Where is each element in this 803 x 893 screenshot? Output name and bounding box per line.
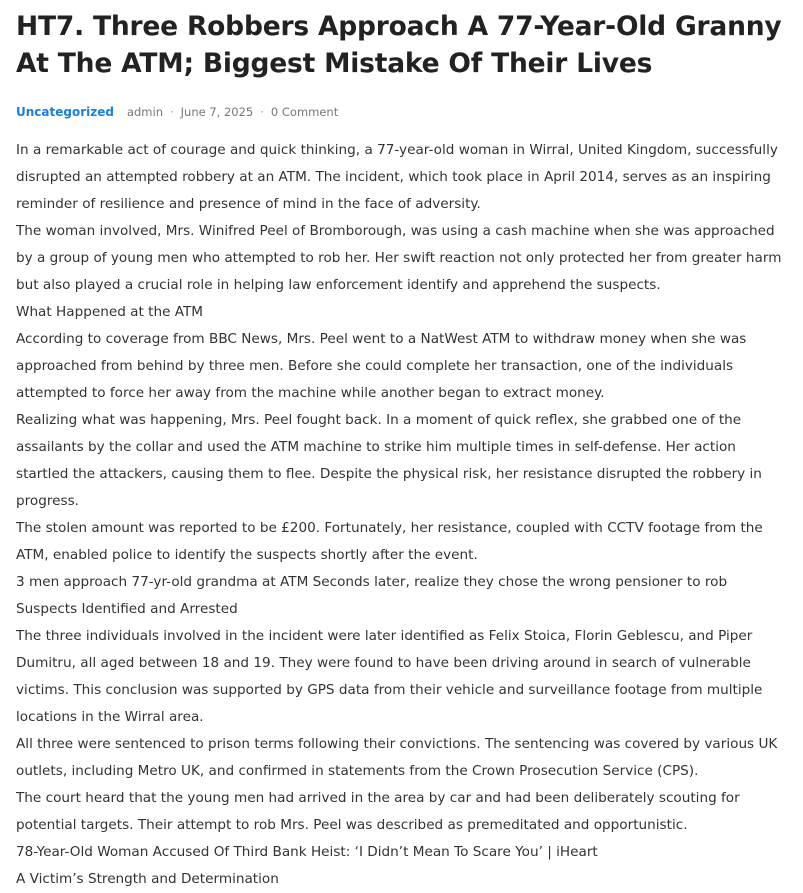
meta-separator: · (260, 105, 264, 119)
section-heading: Suspects Identified and Arrested (16, 601, 238, 617)
paragraph: Realizing what was happening, Mrs. Peel fought back. In a moment of quick reflex, she grabbed one of the assailants by the collar and used the ATM machine to strike him multiple times in self-defense. Her action startled the attackers, causing them to flee. Despite the physical risk, her resistance disrupted the robbery in progress. (16, 412, 762, 509)
post-date[interactable]: June 7, 2025 (180, 105, 254, 119)
paragraph: According to coverage from BBC News, Mrs. Peel went to a NatWest ATM to withdraw money when she was approached from behind by three men. Before she could complete her transaction, one of the individuals attempted to force her away from the machine while another began to extract money. (16, 331, 747, 401)
article-meta (16, 103, 787, 121)
paragraph: The stolen amount was reported to be £200. Fortunately, her resistance, coupled with CCTV footage from the ATM, enabled police to identify the suspects shortly after the event. (16, 520, 763, 563)
paragraph: The woman involved, Mrs. Winifred Peel of Bromborough, was using a cash machine when she was approached by a group of young men who attempted to rob her. Her swift reaction not only protected her from greater harm but also played a crucial role in helping law enforcement identify and apprehend the suspects. (16, 223, 782, 293)
paragraph: The three individuals involved in the incident were later identified as Felix Stoica, Florin Geblescu, and Piper Dumitru, all aged between 18 and 19. They were found to have been driving around in search of vulnerable victims. This conclusion was supported by GPS data from their vehicle and surveillance footage from multiple locations in the Wirral area. (16, 628, 763, 725)
section-heading: A Victim’s Strength and Determination (16, 871, 279, 887)
article-title: HT7. Three Robbers Approach A 77-Year-Old Granny At The ATM; Biggest Mistake Of Their Lives (16, 11, 782, 79)
related-link[interactable]: 78-Year-Old Woman Accused Of Third Bank Heist: ‘I Didn’t Mean To Scare You’ | iHeart (16, 844, 598, 860)
paragraph: The court heard that the young men had arrived in the area by car and had been deliberately scouting for potential targets. Their attempt to rob Mrs. Peel was described as premeditated and opportunistic. (16, 790, 740, 833)
related-link[interactable]: 3 men approach 77-yr-old grandma at ATM Seconds later, realize they chose the wrong pensioner to rob (16, 574, 728, 590)
section-heading: What Happened at the ATM (16, 304, 204, 320)
category-link[interactable]: Uncategorized (16, 105, 114, 119)
paragraph: All three were sentenced to prison terms following their convictions. The sentencing was covered by various UK outlets, including Metro UK, and confirmed in statements from the Crown Prosecution Service (CPS). (16, 736, 778, 779)
article-content (16, 137, 787, 893)
paragraph: In a remarkable act of courage and quick thinking, a 77-year-old woman in Wirral, United Kingdom, successfully disrupted an attempted robbery at an ATM. The incident, which took place in April 2014, serves as an inspiring reminder of resilience and presence of mind in the face of adversity. (16, 142, 778, 212)
comment-count[interactable]: 0 Comment (270, 105, 339, 119)
meta-separator: · (170, 105, 174, 119)
author-name[interactable]: admin (126, 105, 163, 119)
